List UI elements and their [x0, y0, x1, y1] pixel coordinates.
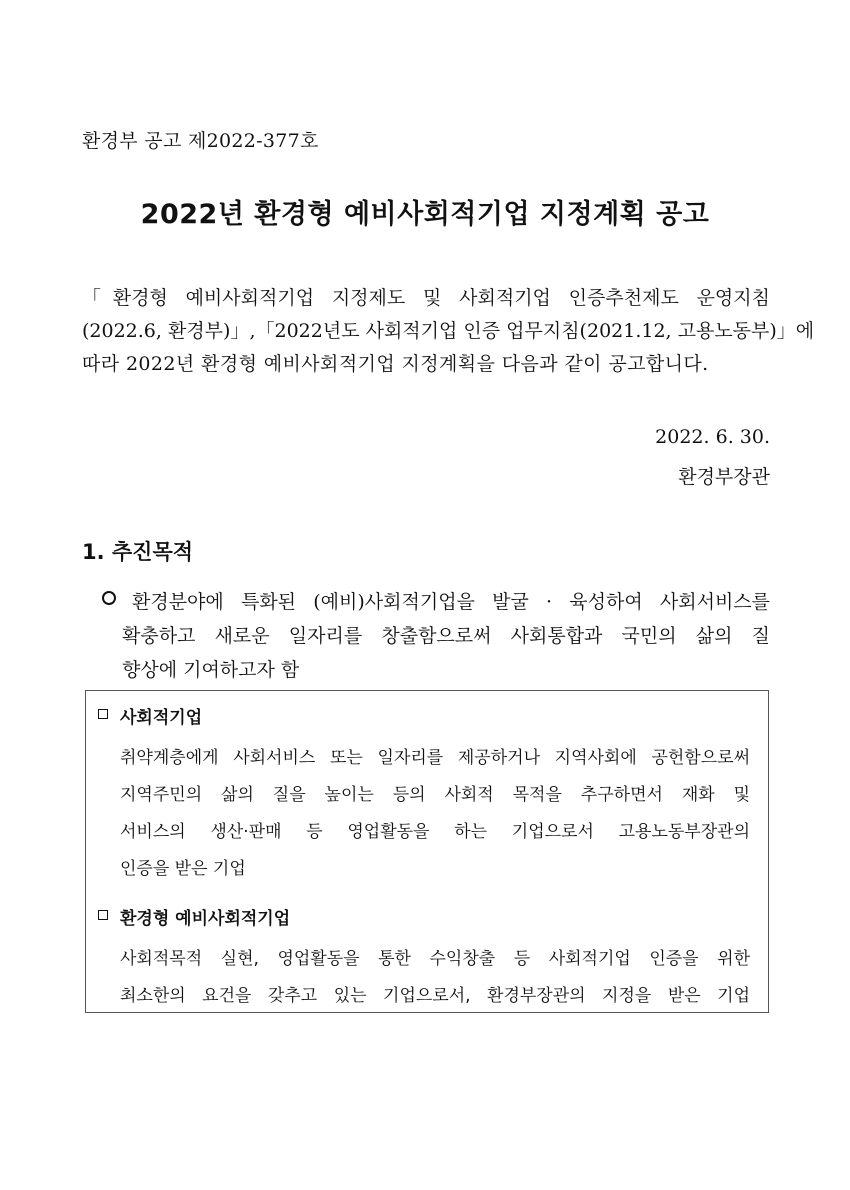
page-title: 2022년 환경형 예비사회적기업 지정계획 공고	[140, 199, 710, 230]
definition-line: 최소한의 요건을 갖추고 있는 기업으로서, 환경부장관의 지정을 받은 기업	[120, 986, 750, 1006]
definition-term: 사회적기업	[120, 708, 203, 728]
notice-date: 2022. 6. 30.	[655, 426, 770, 448]
square-bullet-icon	[98, 910, 108, 920]
definition-line: 인증을 받은 기업	[120, 859, 246, 879]
section-heading: 1. 추진목적	[82, 540, 194, 564]
definition-line: 지역주민의 삶의 질을 높이는 등의 사회적 목적을 추구하면서 재화 및	[120, 785, 750, 805]
intro-line: (2022.6, 환경부)」,「2022년도 사회적기업 인증 업무지침(2021.12, 고용노동부)」에	[82, 320, 815, 342]
square-bullet-icon	[98, 709, 108, 719]
purpose-line: 향상에 기여하고자 함	[122, 659, 300, 681]
notice-number: 환경부 공고 제2022-377호	[82, 130, 319, 152]
purpose-line: 환경분야에 특화된 (예비)사회적기업을 발굴 · 육성하여 사회서비스를	[132, 591, 770, 613]
definition-line: 취약계층에게 사회서비스 또는 일자리를 제공하거나 지역사회에 공헌함으로써	[120, 748, 750, 768]
definition-line: 사회적목적 실현, 영업활동을 통한 수익창출 등 사회적기업 인증을 위한	[120, 949, 750, 969]
signer: 환경부장관	[678, 466, 770, 488]
intro-line: 따라 2022년 환경형 예비사회적기업 지정계획을 다음과 같이 공고합니다.	[82, 353, 709, 375]
definition-term: 환경형 예비사회적기업	[120, 909, 291, 929]
definition-line: 서비스의 생산·판매 등 영업활동을 하는 기업으로서 고용노동부장관의	[120, 822, 750, 842]
intro-line: 「환경형 예비사회적기업 지정제도 및 사회적기업 인증추천제도 운영지침	[82, 287, 770, 309]
circle-bullet-icon	[102, 591, 116, 605]
purpose-line: 확충하고 새로운 일자리를 창출함으로써 사회통합과 국민의 삶의 질	[122, 625, 770, 647]
